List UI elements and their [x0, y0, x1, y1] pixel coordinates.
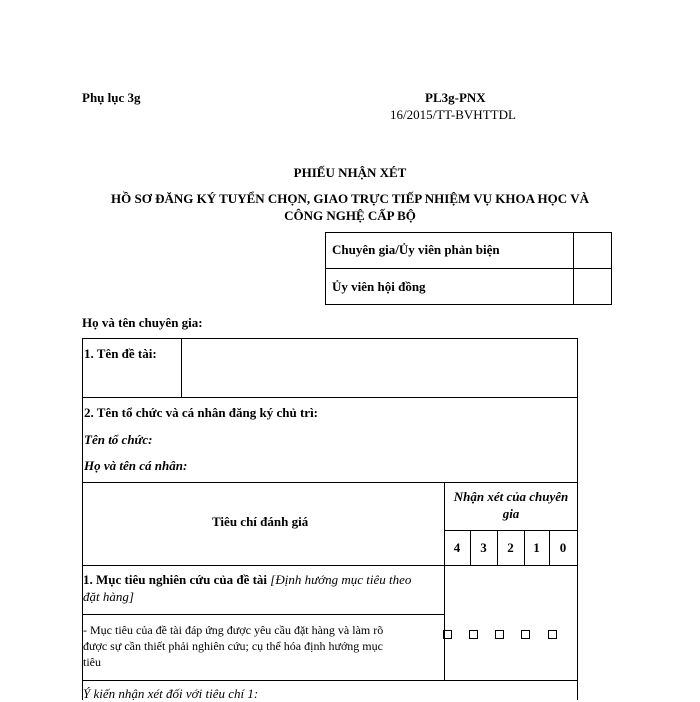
expert-name-label: Họ và tên chuyên gia:: [82, 315, 203, 330]
comment-header-line2: gia: [502, 506, 520, 521]
score-0: 0: [559, 540, 567, 555]
criterion1-score-0-checkbox[interactable]: [548, 626, 557, 644]
topic-name-field[interactable]: [183, 340, 575, 396]
criterion1-score-4-checkbox[interactable]: [443, 626, 452, 644]
form-title: PHIẾU NHẬN XÉT: [293, 165, 407, 180]
score-1: 1: [533, 540, 540, 555]
criterion1-desc-line1: - Mục tiêu của đề tài đáp ứng được yêu cầu đặt hàng và làm rõ: [83, 623, 384, 637]
criterion1-heading: [83, 572, 411, 588]
criterion1-desc-line3: tiêu: [83, 655, 101, 669]
org-name-label: Tên tổ chức:: [84, 432, 153, 447]
form-code: PL3g-PNX: [425, 90, 486, 105]
criterion1-score-3-checkbox[interactable]: [469, 626, 478, 644]
criterion1-title: 1. Mục tiêu nghiên cứu của đề tài: [83, 572, 268, 587]
criterion1-score-2-checkbox[interactable]: [495, 626, 504, 644]
topic-name-label: 1. Tên đề tài:: [84, 346, 157, 361]
role-council-checkbox[interactable]: [574, 269, 611, 304]
criteria-header: Tiêu chí đánh giá: [212, 514, 309, 529]
criterion1-desc-line2: được sự cần thiết phải nghiên cứu; cụ thể hóa định hướng mục: [83, 639, 383, 653]
circular-number: 16/2015/TT-BVHTTDL: [390, 107, 516, 122]
appendix-label: Phụ lục 3g: [82, 90, 141, 105]
form-subtitle-line2: CÔNG NGHỆ CẤP BỘ: [284, 208, 416, 223]
role-expert-label: Chuyên gia/Ủy viên phản biện: [332, 242, 500, 257]
comment-header-line1: Nhận xét của chuyên: [453, 489, 569, 504]
criterion1-opinion-label: Ý kiến nhận xét đối với tiêu chí 1:: [83, 686, 259, 701]
form-subtitle-line1: HỒ SƠ ĐĂNG KÝ TUYỂN CHỌN, GIAO TRỰC TIẾP NHIỆM VỤ KHOA HỌC VÀ: [111, 191, 589, 206]
score-3: 3: [480, 540, 487, 555]
person-name-label: Họ và tên cá nhân:: [84, 458, 188, 473]
criterion1-score-1-checkbox[interactable]: [521, 626, 530, 644]
criterion1-note-line1: [Định hướng mục tiêu theo: [270, 572, 412, 587]
criterion1-note-line2: đặt hàng]: [83, 589, 134, 604]
score-2: 2: [507, 540, 514, 555]
role-council-label: Ủy viên hội đồng: [332, 279, 426, 294]
role-expert-checkbox[interactable]: [574, 233, 611, 268]
org-label: 2. Tên tổ chức và cá nhân đăng ký chủ trì:: [84, 405, 319, 420]
score-4: 4: [453, 540, 461, 555]
